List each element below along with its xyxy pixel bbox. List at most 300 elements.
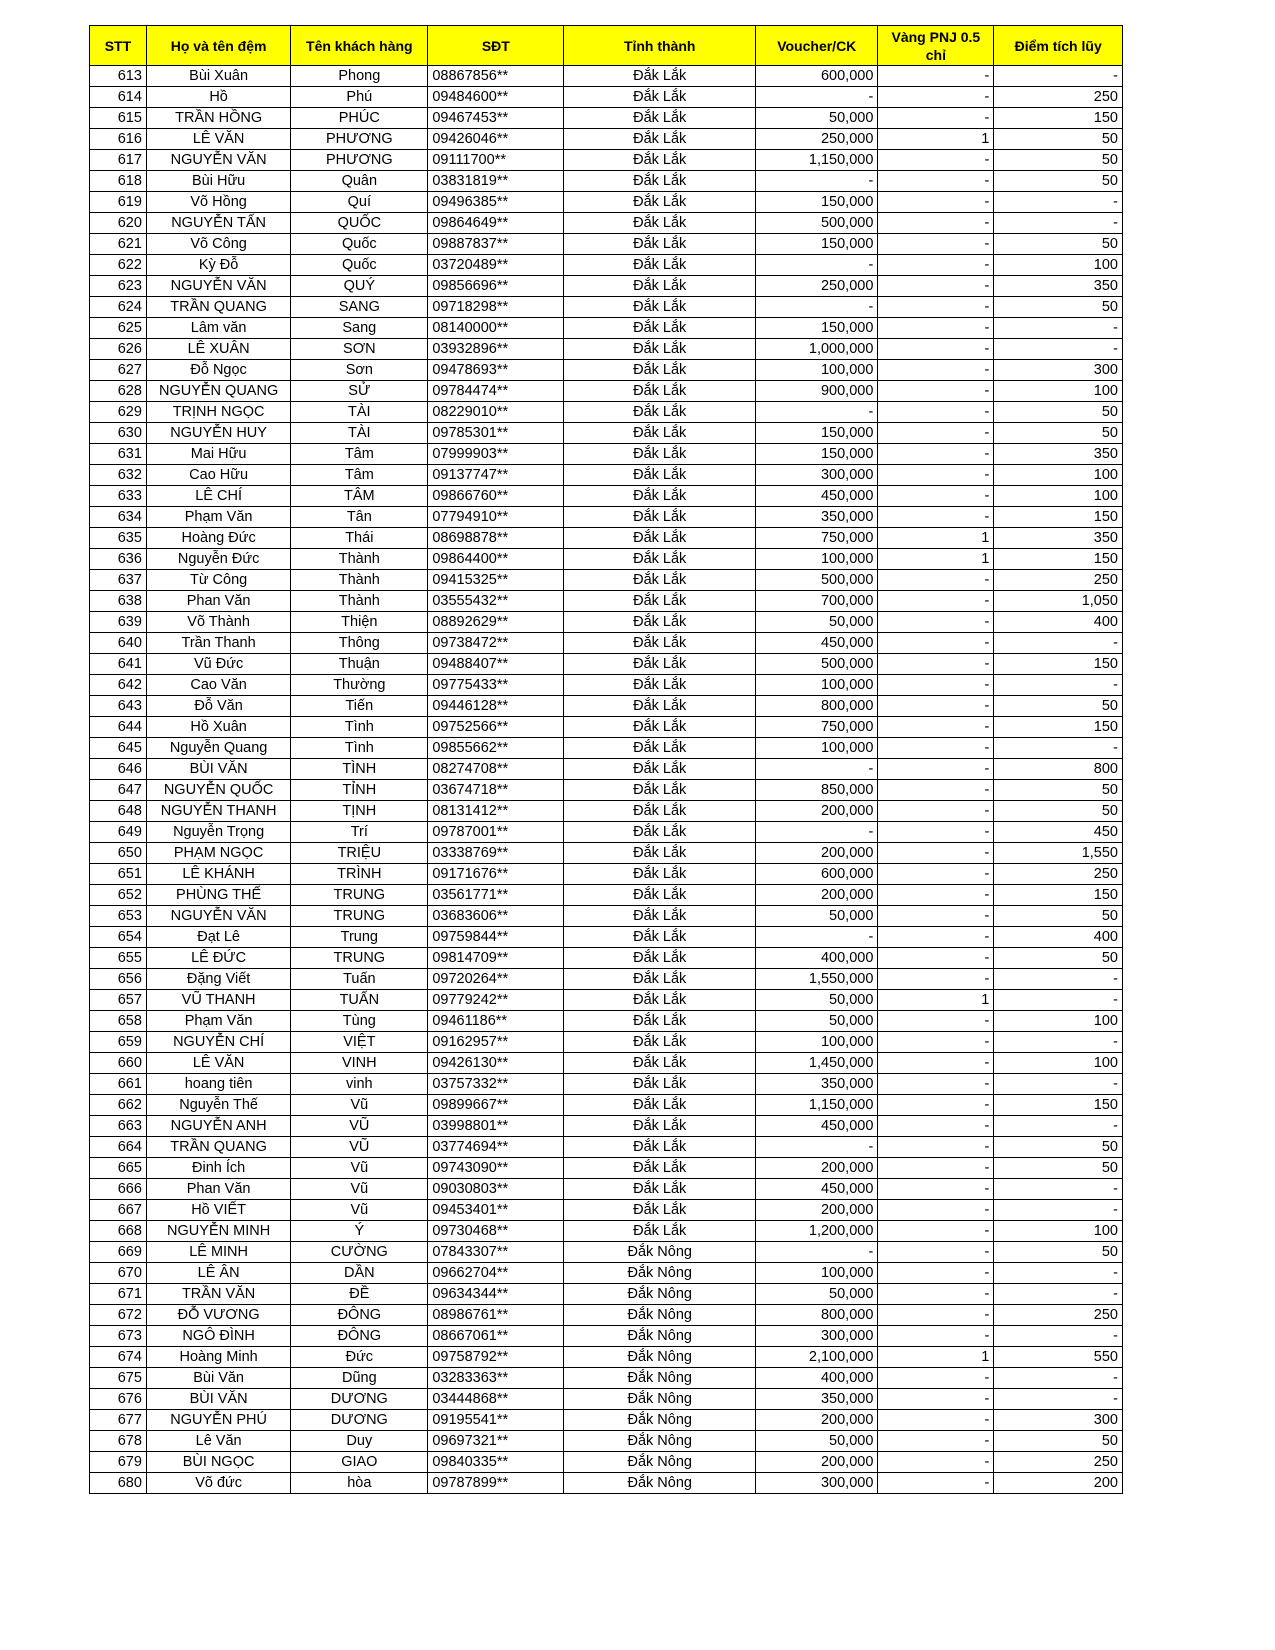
cell-ten: Quân xyxy=(291,171,428,192)
cell-stt: 629 xyxy=(90,402,147,423)
cell-vang: - xyxy=(878,885,994,906)
table-row xyxy=(90,549,1123,570)
cell-stt: 661 xyxy=(90,1074,147,1095)
cell-tinh: Đắk Lắk xyxy=(564,654,756,675)
table-row xyxy=(90,1473,1123,1494)
cell-voucher: 300,000 xyxy=(756,1326,878,1347)
cell-stt: 618 xyxy=(90,171,147,192)
cell-ho-dem: BÙI VĂN xyxy=(146,759,290,780)
cell-voucher: 200,000 xyxy=(756,1410,878,1431)
cell-ho-dem: VŨ THANH xyxy=(146,990,290,1011)
table-row xyxy=(90,1347,1123,1368)
cell-tinh: Đắk Lắk xyxy=(564,423,756,444)
cell-voucher: 150,000 xyxy=(756,192,878,213)
cell-ten: TỈNH xyxy=(291,780,428,801)
cell-sdt: 08229010** xyxy=(428,402,564,423)
cell-diem: - xyxy=(994,1326,1123,1347)
cell-ten: TÀI xyxy=(291,402,428,423)
cell-diem: 150 xyxy=(994,885,1123,906)
cell-sdt: 09866760** xyxy=(428,486,564,507)
cell-vang: - xyxy=(878,171,994,192)
table-row xyxy=(90,1158,1123,1179)
cell-vang: - xyxy=(878,423,994,444)
table-row xyxy=(90,150,1123,171)
cell-ho-dem: Bùi Xuân xyxy=(146,66,290,87)
cell-ho-dem: LÊ MINH xyxy=(146,1242,290,1263)
cell-vang: - xyxy=(878,444,994,465)
table-row xyxy=(90,990,1123,1011)
cell-tinh: Đắk Nông xyxy=(564,1347,756,1368)
table-row xyxy=(90,654,1123,675)
cell-tinh: Đắk Nông xyxy=(564,1263,756,1284)
cell-ten: DƯƠNG xyxy=(291,1410,428,1431)
cell-ten: Tâm xyxy=(291,465,428,486)
cell-diem: - xyxy=(994,1074,1123,1095)
cell-ho-dem: ĐỖ VƯƠNG xyxy=(146,1305,290,1326)
table-row xyxy=(90,444,1123,465)
cell-ho-dem: Mai Hữu xyxy=(146,444,290,465)
cell-stt: 649 xyxy=(90,822,147,843)
cell-voucher: - xyxy=(756,402,878,423)
header-ten: Tên khách hàng xyxy=(291,26,428,66)
cell-diem: 50 xyxy=(994,402,1123,423)
cell-voucher: 1,450,000 xyxy=(756,1053,878,1074)
table-row xyxy=(90,276,1123,297)
cell-sdt: 08131412** xyxy=(428,801,564,822)
customer-table xyxy=(89,25,1123,1494)
cell-voucher: 50,000 xyxy=(756,1431,878,1452)
cell-ten: Tình xyxy=(291,717,428,738)
cell-vang: - xyxy=(878,801,994,822)
cell-sdt: 09730468** xyxy=(428,1221,564,1242)
cell-ho-dem: TRẦN QUANG xyxy=(146,1137,290,1158)
cell-ho-dem: Vũ Đức xyxy=(146,654,290,675)
cell-tinh: Đắk Lắk xyxy=(564,444,756,465)
cell-ho-dem: TRẦN VĂN xyxy=(146,1284,290,1305)
cell-diem: 150 xyxy=(994,654,1123,675)
cell-sdt: 09478693** xyxy=(428,360,564,381)
cell-voucher: 600,000 xyxy=(756,864,878,885)
cell-sdt: 08867856** xyxy=(428,66,564,87)
cell-ho-dem: Hồ Xuân xyxy=(146,717,290,738)
cell-tinh: Đắk Lắk xyxy=(564,381,756,402)
cell-stt: 633 xyxy=(90,486,147,507)
table-row xyxy=(90,171,1123,192)
cell-tinh: Đắk Lắk xyxy=(564,801,756,822)
cell-ten: QUỐC xyxy=(291,213,428,234)
cell-vang: - xyxy=(878,297,994,318)
table-row xyxy=(90,1263,1123,1284)
cell-diem: 450 xyxy=(994,822,1123,843)
cell-stt: 632 xyxy=(90,465,147,486)
cell-sdt: 09864649** xyxy=(428,213,564,234)
cell-sdt: 09137747** xyxy=(428,465,564,486)
cell-stt: 635 xyxy=(90,528,147,549)
cell-vang: - xyxy=(878,1263,994,1284)
cell-ten: VŨ xyxy=(291,1116,428,1137)
cell-ten: Trí xyxy=(291,822,428,843)
table-row xyxy=(90,381,1123,402)
cell-voucher: 250,000 xyxy=(756,276,878,297)
cell-vang: - xyxy=(878,1368,994,1389)
cell-ten: Sang xyxy=(291,318,428,339)
table-row xyxy=(90,906,1123,927)
cell-tinh: Đắk Lắk xyxy=(564,1095,756,1116)
cell-sdt: 08667061** xyxy=(428,1326,564,1347)
table-row xyxy=(90,255,1123,276)
table-row xyxy=(90,1032,1123,1053)
cell-tinh: Đắk Lắk xyxy=(564,1158,756,1179)
cell-voucher: - xyxy=(756,822,878,843)
cell-sdt: 03774694** xyxy=(428,1137,564,1158)
cell-ho-dem: NGUYỄN VĂN xyxy=(146,906,290,927)
table-row xyxy=(90,738,1123,759)
cell-stt: 671 xyxy=(90,1284,147,1305)
cell-diem: 100 xyxy=(994,465,1123,486)
cell-stt: 653 xyxy=(90,906,147,927)
cell-stt: 619 xyxy=(90,192,147,213)
cell-diem: 50 xyxy=(994,234,1123,255)
table-row xyxy=(90,1389,1123,1410)
cell-stt: 674 xyxy=(90,1347,147,1368)
cell-vang: - xyxy=(878,108,994,129)
cell-vang: - xyxy=(878,654,994,675)
cell-sdt: 09840335** xyxy=(428,1452,564,1473)
cell-voucher: 2,100,000 xyxy=(756,1347,878,1368)
cell-ho-dem: Nguyễn Trọng xyxy=(146,822,290,843)
cell-ho-dem: Lâm văn xyxy=(146,318,290,339)
cell-sdt: 09784474** xyxy=(428,381,564,402)
table-row xyxy=(90,213,1123,234)
cell-ho-dem: Bùi Văn xyxy=(146,1368,290,1389)
table-row xyxy=(90,969,1123,990)
cell-voucher: 200,000 xyxy=(756,885,878,906)
cell-tinh: Đắk Lắk xyxy=(564,1053,756,1074)
table-row xyxy=(90,129,1123,150)
table-row xyxy=(90,507,1123,528)
cell-vang: - xyxy=(878,1158,994,1179)
cell-voucher: 100,000 xyxy=(756,549,878,570)
cell-sdt: 03831819** xyxy=(428,171,564,192)
cell-tinh: Đắk Lắk xyxy=(564,864,756,885)
table-row xyxy=(90,1116,1123,1137)
table-row xyxy=(90,318,1123,339)
cell-vang: - xyxy=(878,318,994,339)
cell-voucher: 450,000 xyxy=(756,1179,878,1200)
cell-voucher: 800,000 xyxy=(756,1305,878,1326)
cell-sdt: 03555432** xyxy=(428,591,564,612)
cell-ten: Vũ xyxy=(291,1200,428,1221)
cell-stt: 675 xyxy=(90,1368,147,1389)
cell-tinh: Đắk Lắk xyxy=(564,1011,756,1032)
cell-tinh: Đắk Lắk xyxy=(564,906,756,927)
cell-diem: 1,550 xyxy=(994,843,1123,864)
cell-tinh: Đắk Lắk xyxy=(564,465,756,486)
cell-ten: hòa xyxy=(291,1473,428,1494)
cell-diem: 800 xyxy=(994,759,1123,780)
cell-vang: - xyxy=(878,255,994,276)
cell-diem: 50 xyxy=(994,129,1123,150)
cell-vang: - xyxy=(878,1032,994,1053)
cell-ten: TRUNG xyxy=(291,906,428,927)
cell-ten: SỬ xyxy=(291,381,428,402)
cell-tinh: Đắk Lắk xyxy=(564,150,756,171)
cell-diem: 100 xyxy=(994,486,1123,507)
cell-sdt: 03283363** xyxy=(428,1368,564,1389)
table-row xyxy=(90,885,1123,906)
cell-stt: 664 xyxy=(90,1137,147,1158)
cell-ho-dem: LÊ XUÂN xyxy=(146,339,290,360)
cell-tinh: Đắk Lắk xyxy=(564,549,756,570)
cell-sdt: 09461186** xyxy=(428,1011,564,1032)
cell-sdt: 09697321** xyxy=(428,1431,564,1452)
cell-tinh: Đắk Nông xyxy=(564,1473,756,1494)
cell-tinh: Đắk Lắk xyxy=(564,591,756,612)
cell-sdt: 08274708** xyxy=(428,759,564,780)
cell-voucher: 1,200,000 xyxy=(756,1221,878,1242)
cell-tinh: Đắk Lắk xyxy=(564,969,756,990)
cell-stt: 659 xyxy=(90,1032,147,1053)
cell-diem: 300 xyxy=(994,360,1123,381)
cell-ten: ĐÔNG xyxy=(291,1326,428,1347)
cell-stt: 615 xyxy=(90,108,147,129)
cell-sdt: 09111700** xyxy=(428,150,564,171)
cell-voucher: 300,000 xyxy=(756,465,878,486)
cell-ho-dem: NGUYỄN PHÚ xyxy=(146,1410,290,1431)
cell-vang: - xyxy=(878,1116,994,1137)
cell-stt: 657 xyxy=(90,990,147,1011)
cell-diem: - xyxy=(994,1116,1123,1137)
cell-tinh: Đắk Lắk xyxy=(564,927,756,948)
cell-voucher: 150,000 xyxy=(756,234,878,255)
cell-stt: 676 xyxy=(90,1389,147,1410)
cell-vang: - xyxy=(878,1284,994,1305)
cell-stt: 625 xyxy=(90,318,147,339)
cell-sdt: 09779242** xyxy=(428,990,564,1011)
cell-ho-dem: Cao Hữu xyxy=(146,465,290,486)
cell-sdt: 09738472** xyxy=(428,633,564,654)
cell-ten: Phú xyxy=(291,87,428,108)
cell-vang: 1 xyxy=(878,1347,994,1368)
cell-ten: Thành xyxy=(291,591,428,612)
cell-voucher: 350,000 xyxy=(756,1389,878,1410)
cell-diem: - xyxy=(994,738,1123,759)
cell-stt: 658 xyxy=(90,1011,147,1032)
table-row xyxy=(90,486,1123,507)
cell-ho-dem: Đỗ Ngọc xyxy=(146,360,290,381)
cell-sdt: 09496385** xyxy=(428,192,564,213)
cell-sdt: 09899667** xyxy=(428,1095,564,1116)
cell-vang: - xyxy=(878,507,994,528)
cell-sdt: 09634344** xyxy=(428,1284,564,1305)
cell-ten: ĐỀ xyxy=(291,1284,428,1305)
cell-stt: 667 xyxy=(90,1200,147,1221)
cell-vang: - xyxy=(878,1326,994,1347)
table-row xyxy=(90,759,1123,780)
cell-stt: 621 xyxy=(90,234,147,255)
cell-sdt: 07794910** xyxy=(428,507,564,528)
table-row xyxy=(90,465,1123,486)
cell-diem: 50 xyxy=(994,780,1123,801)
cell-vang: - xyxy=(878,276,994,297)
cell-voucher: 1,000,000 xyxy=(756,339,878,360)
cell-ho-dem: Bùi Hữu xyxy=(146,171,290,192)
cell-vang: - xyxy=(878,948,994,969)
cell-stt: 672 xyxy=(90,1305,147,1326)
cell-sdt: 07843307** xyxy=(428,1242,564,1263)
cell-diem: - xyxy=(994,1032,1123,1053)
cell-stt: 652 xyxy=(90,885,147,906)
cell-tinh: Đắk Lắk xyxy=(564,87,756,108)
cell-ho-dem: Cao Văn xyxy=(146,675,290,696)
cell-sdt: 09759844** xyxy=(428,927,564,948)
cell-sdt: 09720264** xyxy=(428,969,564,990)
cell-tinh: Đắk Nông xyxy=(564,1242,756,1263)
cell-ten: Sơn xyxy=(291,360,428,381)
cell-voucher: - xyxy=(756,255,878,276)
cell-voucher: - xyxy=(756,927,878,948)
cell-stt: 641 xyxy=(90,654,147,675)
cell-diem: 50 xyxy=(994,906,1123,927)
cell-ho-dem: NGUYỄN TẤN xyxy=(146,213,290,234)
cell-sdt: 09752566** xyxy=(428,717,564,738)
cell-ho-dem: Võ Thành xyxy=(146,612,290,633)
cell-diem: - xyxy=(994,1200,1123,1221)
cell-ho-dem: Từ Công xyxy=(146,570,290,591)
cell-tinh: Đắk Lắk xyxy=(564,276,756,297)
cell-diem: 100 xyxy=(994,1221,1123,1242)
table-row xyxy=(90,717,1123,738)
cell-ho-dem: NGUYỄN ANH xyxy=(146,1116,290,1137)
cell-sdt: 07999903** xyxy=(428,444,564,465)
cell-diem: 350 xyxy=(994,444,1123,465)
cell-ten: CƯỜNG xyxy=(291,1242,428,1263)
table-row xyxy=(90,402,1123,423)
cell-tinh: Đắk Nông xyxy=(564,1326,756,1347)
table-row xyxy=(90,1074,1123,1095)
cell-stt: 651 xyxy=(90,864,147,885)
cell-tinh: Đắk Nông xyxy=(564,1305,756,1326)
cell-voucher: 400,000 xyxy=(756,1368,878,1389)
table-row xyxy=(90,633,1123,654)
cell-tinh: Đắk Lắk xyxy=(564,1137,756,1158)
cell-ten: Vũ xyxy=(291,1179,428,1200)
cell-diem: - xyxy=(994,192,1123,213)
table-row xyxy=(90,1200,1123,1221)
cell-ten: QUÝ xyxy=(291,276,428,297)
cell-diem: 50 xyxy=(994,150,1123,171)
cell-voucher: 200,000 xyxy=(756,843,878,864)
table-row xyxy=(90,66,1123,87)
cell-ten: Đức xyxy=(291,1347,428,1368)
cell-sdt: 09446128** xyxy=(428,696,564,717)
cell-diem: 250 xyxy=(994,570,1123,591)
cell-voucher: 250,000 xyxy=(756,129,878,150)
cell-sdt: 03998801** xyxy=(428,1116,564,1137)
cell-ten: Dũng xyxy=(291,1368,428,1389)
cell-sdt: 09787899** xyxy=(428,1473,564,1494)
cell-voucher: 700,000 xyxy=(756,591,878,612)
cell-sdt: 09775433** xyxy=(428,675,564,696)
cell-ho-dem: Lê Văn xyxy=(146,1431,290,1452)
cell-voucher: 350,000 xyxy=(756,507,878,528)
cell-sdt: 09855662** xyxy=(428,738,564,759)
table-row xyxy=(90,1137,1123,1158)
header-stt: STT xyxy=(90,26,147,66)
cell-diem: - xyxy=(994,1389,1123,1410)
cell-diem: - xyxy=(994,633,1123,654)
cell-sdt: 09467453** xyxy=(428,108,564,129)
cell-vang: - xyxy=(878,213,994,234)
cell-vang: - xyxy=(878,822,994,843)
table-row xyxy=(90,1179,1123,1200)
cell-sdt: 03932896** xyxy=(428,339,564,360)
cell-ten: Tân xyxy=(291,507,428,528)
cell-ho-dem: NGÔ ĐÌNH xyxy=(146,1326,290,1347)
cell-sdt: 03683606** xyxy=(428,906,564,927)
cell-ho-dem: Đạt Lê xyxy=(146,927,290,948)
cell-tinh: Đắk Lắk xyxy=(564,507,756,528)
table-row xyxy=(90,234,1123,255)
cell-ten: Thuận xyxy=(291,654,428,675)
table-row xyxy=(90,1326,1123,1347)
cell-tinh: Đắk Nông xyxy=(564,1284,756,1305)
cell-voucher: 350,000 xyxy=(756,1074,878,1095)
cell-ho-dem: Phạm Văn xyxy=(146,507,290,528)
cell-ho-dem: Nguyễn Đức xyxy=(146,549,290,570)
cell-stt: 620 xyxy=(90,213,147,234)
cell-stt: 638 xyxy=(90,591,147,612)
cell-vang: - xyxy=(878,1242,994,1263)
cell-diem: 50 xyxy=(994,948,1123,969)
cell-tinh: Đắk Lắk xyxy=(564,633,756,654)
cell-voucher: 500,000 xyxy=(756,570,878,591)
cell-vang: - xyxy=(878,969,994,990)
cell-tinh: Đắk Lắk xyxy=(564,822,756,843)
cell-ten: PHƯƠNG xyxy=(291,150,428,171)
cell-tinh: Đắk Lắk xyxy=(564,1221,756,1242)
cell-ten: TRIỆU xyxy=(291,843,428,864)
cell-ten: SƠN xyxy=(291,339,428,360)
cell-voucher: 50,000 xyxy=(756,1284,878,1305)
cell-vang: - xyxy=(878,570,994,591)
cell-vang: - xyxy=(878,402,994,423)
cell-tinh: Đắk Lắk xyxy=(564,612,756,633)
cell-diem: 50 xyxy=(994,1137,1123,1158)
cell-vang: - xyxy=(878,675,994,696)
cell-vang: - xyxy=(878,192,994,213)
cell-sdt: 09488407** xyxy=(428,654,564,675)
cell-stt: 626 xyxy=(90,339,147,360)
cell-ten: Tùng xyxy=(291,1011,428,1032)
cell-tinh: Đắk Lắk xyxy=(564,717,756,738)
cell-stt: 624 xyxy=(90,297,147,318)
cell-diem: 100 xyxy=(994,255,1123,276)
cell-voucher: 100,000 xyxy=(756,1263,878,1284)
cell-ho-dem: TRẦN HỒNG xyxy=(146,108,290,129)
cell-diem: 150 xyxy=(994,507,1123,528)
cell-tinh: Đắk Lắk xyxy=(564,297,756,318)
cell-ten: DẦN xyxy=(291,1263,428,1284)
cell-voucher: 100,000 xyxy=(756,675,878,696)
cell-diem: - xyxy=(994,969,1123,990)
cell-stt: 644 xyxy=(90,717,147,738)
cell-voucher: 50,000 xyxy=(756,1011,878,1032)
cell-stt: 616 xyxy=(90,129,147,150)
cell-vang: 1 xyxy=(878,528,994,549)
cell-sdt: 09814709** xyxy=(428,948,564,969)
cell-tinh: Đắk Nông xyxy=(564,1368,756,1389)
